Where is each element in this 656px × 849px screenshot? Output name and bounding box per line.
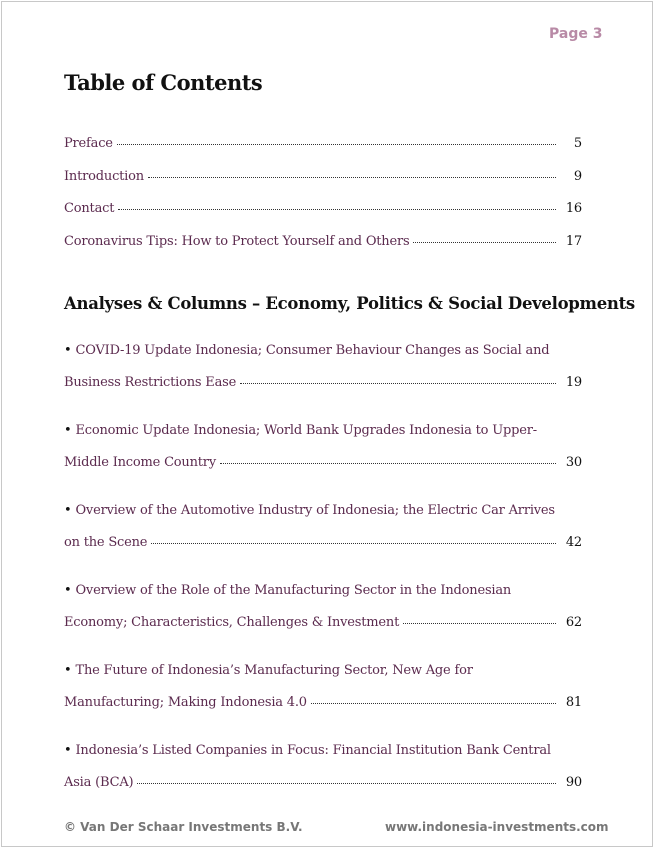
toc-entry-contact[interactable]: [64, 197, 582, 217]
toc-entry-preface[interactable]: [64, 132, 582, 152]
entry-page: 19: [565, 375, 582, 390]
footer-website-link[interactable]: www.indonesia-investments.com: [385, 820, 609, 834]
entry-title-line2: Manufacturing; Making Indonesia 4.0: [64, 695, 307, 710]
bullet: •: [64, 343, 72, 358]
bullet: •: [64, 663, 72, 678]
bullet: •: [64, 583, 72, 598]
dot-leader: [148, 163, 556, 178]
dot-leader: [311, 689, 556, 704]
entry-page: 90: [565, 775, 582, 790]
entry-title-line1: Overview of the Role of the Manufacturing Sector in the Indonesian: [75, 583, 512, 598]
entry-title-line1: Overview of the Automotive Industry of Indonesia; the Electric Car Arrives: [75, 503, 555, 518]
dot-leader: [118, 195, 556, 210]
toc-entry-label: Contact: [64, 201, 115, 216]
analysis-entry[interactable]: [64, 583, 582, 631]
section-title: Analyses & Columns – Economy, Politics & Social Developments: [64, 294, 635, 313]
toc-entry-page: 16: [565, 201, 582, 216]
dot-leader: [137, 769, 556, 784]
analysis-entry[interactable]: [64, 423, 582, 471]
bullet: •: [64, 423, 72, 438]
entry-title-line2: Economy; Characteristics, Challenges & Investment: [64, 615, 400, 630]
toc-entry-page: 5: [573, 136, 582, 151]
toc-entry-coronavirus-tips[interactable]: [64, 230, 582, 250]
dot-leader: [413, 228, 556, 243]
toc-entry-page: 9: [573, 169, 582, 184]
analysis-entry[interactable]: [64, 743, 582, 791]
analysis-entry[interactable]: [64, 343, 582, 391]
entry-page: 30: [565, 455, 582, 470]
analysis-entry[interactable]: [64, 503, 582, 551]
toc-entry-label: Coronavirus Tips: How to Protect Yourself and Others: [64, 234, 410, 249]
analysis-entry[interactable]: [64, 663, 582, 711]
entry-page: 62: [565, 615, 582, 630]
entry-page: 42: [565, 535, 582, 550]
entry-page: 81: [565, 695, 582, 710]
entry-title-line1: Economic Update Indonesia; World Bank Upgrades Indonesia to Upper-: [75, 423, 537, 438]
footer-copyright: © Van Der Schaar Investments B.V.: [64, 820, 303, 834]
document-page: [1, 1, 653, 847]
bullet: •: [64, 503, 72, 518]
entry-title-line1: COVID-19 Update Indonesia; Consumer Behaviour Changes as Social and: [75, 343, 550, 358]
toc-entry-label: Preface: [64, 136, 113, 151]
entry-title-line2: Middle Income Country: [64, 455, 216, 470]
toc-entry-introduction[interactable]: [64, 165, 582, 185]
dot-leader: [151, 529, 556, 544]
entry-title-line1: Indonesia’s Listed Companies in Focus: Financial Institution Bank Central: [75, 743, 551, 758]
entry-title-line2: on the Scene: [64, 535, 148, 550]
dot-leader: [117, 130, 556, 145]
toc-entry-label: Introduction: [64, 169, 144, 184]
entry-title-line2: Asia (BCA): [64, 775, 134, 790]
entry-title-line2: Business Restrictions Ease: [64, 375, 237, 390]
bullet: •: [64, 743, 72, 758]
dot-leader: [220, 449, 556, 464]
entry-title-line1: The Future of Indonesia’s Manufacturing Sector, New Age for: [75, 663, 473, 678]
toc-title: Table of Contents: [64, 70, 263, 95]
toc-entry-page: 17: [565, 234, 582, 249]
dot-leader: [240, 369, 556, 384]
page-number: Page 3: [549, 26, 603, 42]
dot-leader: [403, 609, 556, 624]
